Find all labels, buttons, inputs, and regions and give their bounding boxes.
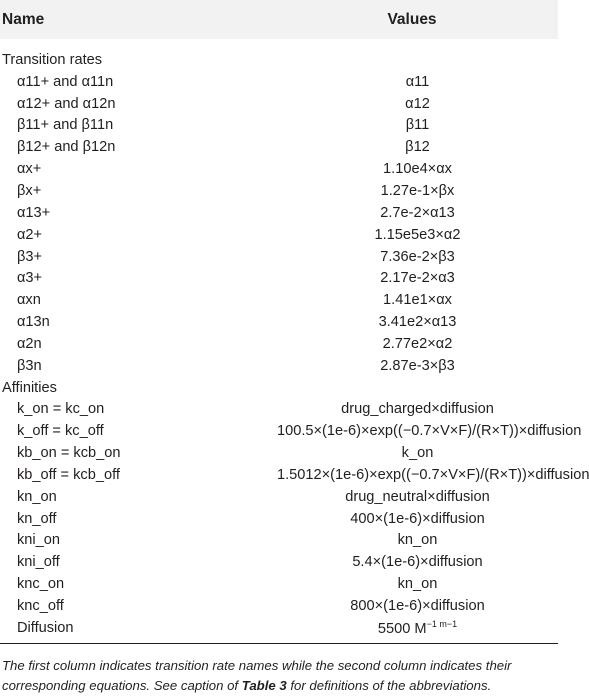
param-name: α2+ (17, 226, 43, 243)
param-value (237, 445, 558, 461)
param-name: βx+ (17, 182, 42, 199)
param-value-text: 1.27e-1×βx (380, 182, 455, 199)
table-row (0, 267, 558, 289)
param-value (237, 227, 558, 243)
param-value-text: 1.5012×(1e-6)×exp((−0.7×V×F)/(R×T))×diffusion (277, 466, 589, 483)
param-value (237, 139, 558, 155)
param-value (237, 358, 558, 374)
header-values: Values (387, 10, 437, 28)
section-title: Transition rates (2, 51, 103, 68)
param-name: β11+ and β11n (17, 117, 114, 134)
param-value-text: drug_charged×diffusion (341, 401, 494, 418)
param-value-text: drug_neutral×diffusion (345, 488, 490, 505)
param-name: k_off = kc_off (17, 423, 104, 440)
table-row (0, 355, 558, 377)
param-value (237, 117, 558, 133)
param-name: β3+ (17, 248, 43, 265)
param-value-text: 2.17e-2×α3 (380, 270, 455, 287)
table-row (0, 617, 558, 639)
param-value-text: β11 (405, 117, 430, 134)
table-row (0, 202, 558, 224)
table-row (0, 442, 558, 464)
param-value-text: 1.41e1×αx (383, 292, 452, 309)
table-row (0, 71, 558, 93)
param-value-text: 2.7e-2×α13 (380, 204, 455, 221)
param-name: kni_on (17, 532, 61, 549)
param-value-text: 100.5×(1e-6)×exp((−0.7×V×F)/(R×T))×diffusion (277, 423, 582, 440)
table-row (0, 93, 558, 115)
table-row (0, 180, 558, 202)
table-row (0, 530, 558, 552)
param-value-text: α12 (405, 95, 430, 112)
param-value-text: 800×(1e-6)×diffusion (350, 598, 485, 615)
table-row (0, 573, 558, 595)
param-value (237, 401, 558, 417)
param-name: Diffusion (17, 619, 74, 636)
param-value-text: kn_on (397, 532, 438, 549)
param-value (237, 489, 558, 505)
param-value (237, 576, 558, 592)
param-name: αxn (17, 292, 41, 309)
param-name: α12+ and α12n (17, 95, 116, 112)
param-value-text: α11 (405, 73, 430, 90)
table-row (0, 115, 558, 137)
param-value-text: kn_on (397, 576, 438, 593)
param-value-text: 1.10e4×αx (383, 161, 452, 178)
param-value-text: 7.36e-2×β3 (380, 248, 455, 265)
param-name: α3+ (17, 270, 43, 287)
table-row (0, 399, 558, 421)
table-row (0, 464, 589, 486)
param-value (237, 467, 589, 483)
param-value-text: 2.77e2×α2 (382, 335, 453, 352)
param-value (237, 292, 558, 308)
param-name: α11+ and α11n (17, 73, 114, 90)
param-name: β12+ and β12n (17, 139, 116, 156)
header-name: Name (2, 10, 45, 28)
caption-text-after: for definitions of the abbreviations. (286, 677, 492, 693)
param-value-text: 400×(1e-6)×diffusion (350, 510, 485, 527)
param-value (237, 598, 558, 614)
param-name: β3n (17, 357, 42, 374)
section-row (0, 49, 558, 71)
param-value-text: k_on (401, 445, 434, 462)
section-row (0, 377, 558, 399)
param-value (237, 423, 581, 439)
table-header (0, 0, 558, 39)
section-title: Affinities (2, 379, 57, 396)
param-value (237, 74, 558, 90)
param-name: α2n (17, 335, 42, 352)
param-value (237, 336, 558, 352)
param-value (237, 183, 558, 199)
param-value-text: 3.41e2×α13 (378, 314, 457, 331)
table-row (0, 311, 558, 333)
table-row (0, 158, 558, 180)
param-name: knc_on (17, 576, 65, 593)
table-row (0, 551, 558, 573)
param-name: knc_off (17, 598, 64, 615)
param-name: k_on = kc_on (17, 401, 105, 418)
param-name: kn_off (17, 510, 57, 527)
param-name: kni_off (17, 554, 60, 571)
table-row (0, 224, 558, 246)
param-value (237, 161, 558, 177)
table-row (0, 136, 558, 158)
param-value (237, 619, 558, 637)
param-value (237, 249, 558, 265)
table-row (0, 486, 558, 508)
param-value (237, 554, 558, 570)
table-row (0, 289, 558, 311)
param-value (237, 96, 558, 112)
param-value-text: β12 (405, 139, 430, 156)
param-name: α13+ (17, 204, 51, 221)
table-row (0, 333, 558, 355)
param-value (237, 314, 558, 330)
param-value (237, 511, 558, 527)
table-caption (0, 644, 558, 696)
caption-table-ref: Table 3 (241, 677, 287, 693)
table-row (0, 508, 558, 530)
param-name: kn_on (17, 488, 57, 505)
param-value-superscript: −1 m−1 (426, 618, 458, 629)
table-row (0, 246, 558, 268)
param-name: αx+ (17, 161, 42, 178)
param-value-text: 5500 M (377, 620, 427, 637)
param-name: kb_on = kcb_on (17, 445, 121, 462)
param-value (237, 205, 558, 221)
param-value-text: 5.4×(1e-6)×diffusion (352, 554, 483, 571)
param-value (237, 270, 558, 286)
caption-text-before: The first column indicates transition rate names while the second column indicates their corresponding equations. See caption of (2, 657, 512, 693)
table-body (0, 39, 589, 639)
param-name: kb_off = kcb_off (17, 466, 120, 483)
table-row (0, 595, 558, 617)
param-value (237, 532, 558, 548)
table-row (0, 420, 582, 442)
param-name: α13n (17, 314, 50, 331)
param-value-text: 2.87e-3×β3 (380, 357, 455, 374)
param-value-text: 1.15e5e3×α2 (374, 226, 461, 243)
